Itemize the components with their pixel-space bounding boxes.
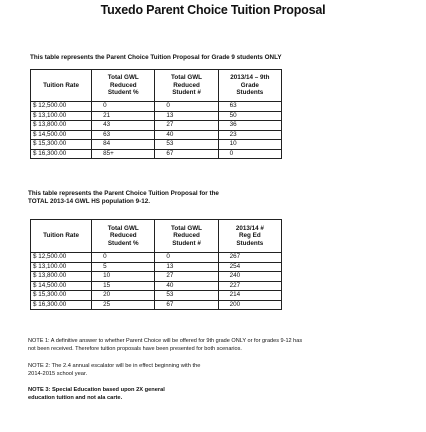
tuition-rate-cell: $ 13,100.00 (31, 111, 92, 121)
table-cell: 25 (92, 300, 155, 310)
note-line: NOTE 3: Special Education based upon 2X general (28, 387, 165, 393)
table-cell: 0 (155, 102, 218, 112)
note-line: NOTE 1: A definitive answer to whether Parent Choice will be offered for 9th grade ONLY or for grades 9-12 has (28, 338, 303, 344)
note-2 (28, 362, 200, 378)
column-header (218, 70, 281, 102)
table-cell: 15 (92, 281, 155, 291)
table-row (31, 111, 282, 121)
tuition-rate-cell: $ 13,800.00 (31, 272, 92, 282)
table2-caption (28, 190, 219, 206)
tuition-rate-cell: $ 12,500.00 (31, 253, 92, 263)
table-cell: 13 (155, 262, 218, 272)
column-header-line: Student # (172, 239, 201, 247)
column-header-line: Total GWL (107, 74, 139, 82)
column-header-line: Reduced (173, 232, 200, 240)
column-header-line: Student % (107, 239, 139, 247)
tuition-rate-cell: $ 12,500.00 (31, 102, 92, 112)
table-cell: 0 (155, 253, 218, 263)
column-header (92, 220, 155, 253)
tuition-rate-cell: $ 16,300.00 (31, 300, 92, 310)
total-hs-tuition-table (30, 219, 282, 310)
column-header-line: Grade (240, 81, 259, 89)
table-cell: 63 (92, 130, 155, 140)
table-cell: 240 (218, 272, 281, 282)
table-cell: 53 (155, 140, 218, 150)
column-header-line: Students (236, 239, 264, 247)
table-row (31, 262, 282, 272)
column-header (31, 70, 92, 102)
table-row (31, 149, 282, 159)
table-cell: 23 (218, 130, 281, 140)
table-cell: 254 (218, 262, 281, 272)
table-row (31, 121, 282, 131)
table-cell: 214 (218, 291, 281, 301)
column-header (155, 70, 218, 102)
column-header-line: Total GWL (107, 224, 139, 232)
table-cell: 36 (218, 121, 281, 131)
table-cell: 0 (218, 149, 281, 159)
column-header-line: Reg Ed (238, 232, 261, 240)
tuition-rate-cell: $ 13,100.00 (31, 262, 92, 272)
table-cell: 267 (218, 253, 281, 263)
table1-caption (30, 54, 282, 62)
grade9-tuition-table (30, 69, 282, 159)
table-cell: 27 (155, 272, 218, 282)
document-title: Tuxedo Parent Choice Tuition Proposal (100, 3, 326, 17)
table-cell: 10 (92, 272, 155, 282)
table-cell: 200 (218, 300, 281, 310)
column-header (155, 220, 218, 253)
note-line: not been received. Therefore tuition proposals have been presented for both scenarios. (28, 346, 242, 352)
table-cell: 0 (92, 102, 155, 112)
table-cell: 10 (218, 140, 281, 150)
table-cell: 13 (155, 111, 218, 121)
table-cell: 5 (92, 262, 155, 272)
caption-line: This table represents the Parent Choice Tuition Proposal for Grade 9 students ONLY (30, 54, 282, 61)
column-header-line: Tuition Rate (43, 81, 80, 89)
column-header-line: Student % (107, 89, 139, 97)
table-cell: 40 (155, 130, 218, 140)
tuition-rate-cell: $ 14,500.00 (31, 281, 92, 291)
note-line: NOTE 2: The 2.4 annual escalator will be in effect beginning with the (28, 363, 201, 369)
column-header (92, 70, 155, 102)
table-row (31, 102, 282, 112)
note-line: 2014-2015 school year. (28, 371, 88, 377)
caption-line: TOTAL 2013-14 GWL HS population 9-12. (28, 198, 150, 205)
table-cell: 20 (92, 291, 155, 301)
column-header-line: Students (236, 89, 264, 97)
column-header (218, 220, 281, 253)
table-cell: 67 (155, 149, 218, 159)
column-header-line: Reduced (173, 81, 200, 89)
table-row (31, 130, 282, 140)
note-line: education tuition and not ala carte. (28, 395, 123, 401)
column-header-line: Tuition Rate (43, 232, 80, 240)
table-row (31, 300, 282, 310)
table-cell: 67 (155, 300, 218, 310)
table-cell: 53 (155, 291, 218, 301)
table-cell: 85+ (92, 149, 155, 159)
table-cell: 0 (92, 253, 155, 263)
table-cell: 21 (92, 111, 155, 121)
table-row (31, 253, 282, 263)
column-header-line: Student # (172, 89, 201, 97)
tuition-rate-cell: $ 16,300.00 (31, 149, 92, 159)
column-header-line: 2013/14 – 9th (230, 74, 270, 82)
column-header-line: 2013/14 # (235, 224, 264, 232)
table-cell: 27 (155, 121, 218, 131)
table-cell: 227 (218, 281, 281, 291)
note-3 (28, 386, 165, 402)
table-cell: 40 (155, 281, 218, 291)
table-row (31, 291, 282, 301)
caption-line: This table represents the Parent Choice Tuition Proposal for the (28, 190, 219, 197)
column-header-line: Total GWL (171, 74, 203, 82)
column-header-line: Reduced (109, 232, 137, 240)
column-header-line: Reduced (109, 81, 137, 89)
tuition-rate-cell: $ 15,300.00 (31, 291, 92, 301)
tuition-rate-cell: $ 14,500.00 (31, 130, 92, 140)
table-row (31, 272, 282, 282)
table-cell: 43 (92, 121, 155, 131)
note-1 (28, 337, 302, 353)
column-header-line: Total GWL (171, 224, 203, 232)
table-row (31, 140, 282, 150)
table-cell: 50 (218, 111, 281, 121)
tuition-rate-cell: $ 15,300.00 (31, 140, 92, 150)
tuition-rate-cell: $ 13,800.00 (31, 121, 92, 131)
table-cell: 63 (218, 102, 281, 112)
column-header (31, 220, 92, 253)
table-row (31, 281, 282, 291)
table-cell: 84 (92, 140, 155, 150)
